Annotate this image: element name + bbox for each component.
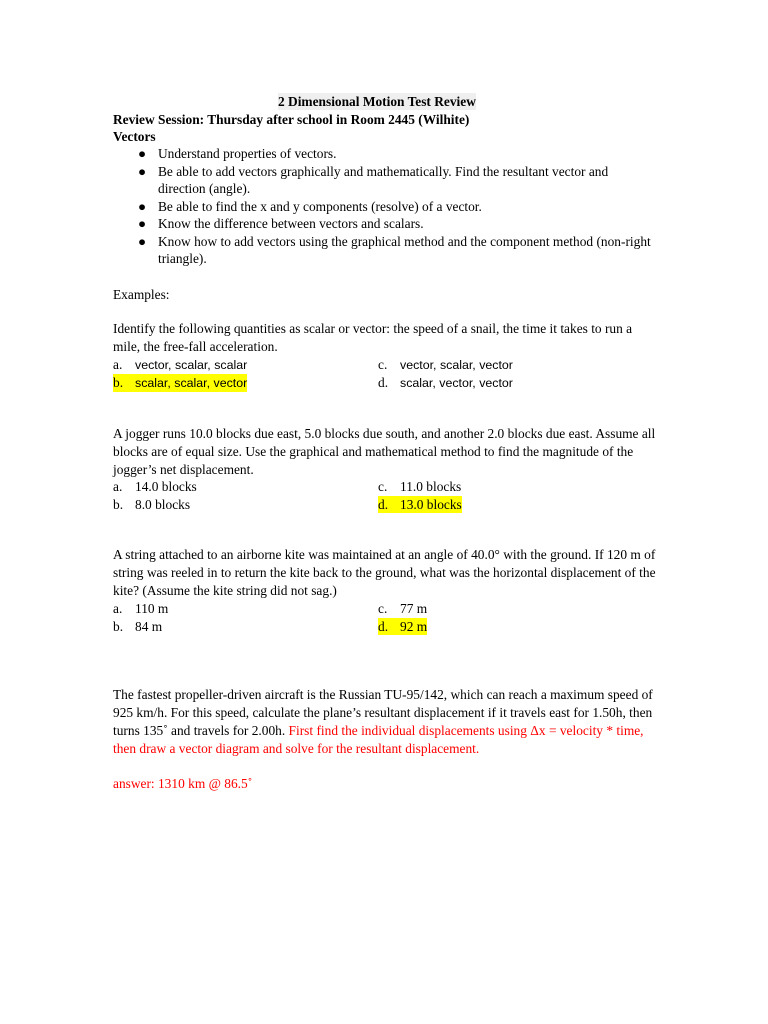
- bullet-icon: ●: [138, 163, 147, 179]
- question-2-text: A jogger runs 10.0 blocks due east, 5.0 blocks due south, and another 2.0 blocks due east. Assume all blocks are of equal size. Use the graphical and mathematical method to find the magnitude of the jogger’s net displacement.: [113, 426, 656, 477]
- objectives-list: [138, 145, 658, 268]
- section-heading: Vectors: [113, 129, 156, 144]
- question-4-hint: First find the individual displacements using Δx = velocity * time, then draw a vector diagram and solve for the resultant displacement.: [113, 723, 644, 756]
- question-1-choice-a: a. vector, scalar, scalar: [113, 357, 248, 372]
- question-3-text: A string attached to an airborne kite was maintained at an angle of 40.0° with the ground. If 120 m of string was reeled in to return the kite back to the ground, what was the horizontal displacement of the kite? (Assume the kite string did not sag.): [113, 547, 656, 598]
- document-title: 2 Dimensional Motion Test Review: [278, 94, 476, 109]
- question-2-choice-a: a. 14.0 blocks: [113, 479, 197, 494]
- list-item: ● Understand properties of vectors.: [138, 146, 337, 161]
- list-item: ● Be able to add vectors graphically and mathematically. Find the resultant vector and direction (angle).: [138, 163, 609, 196]
- question-1-choice-d: d. scalar, vector, vector: [378, 375, 513, 390]
- question-1-text: Identify the following quantities as scalar or vector: the speed of a snail, the time it takes to run a mile, the free-fall acceleration.: [113, 321, 633, 354]
- question-3-choice-b: b. 84 m: [113, 619, 163, 634]
- examples-label: Examples:: [113, 287, 170, 302]
- question-1-choice-c: c. vector, scalar, vector: [378, 357, 513, 372]
- question-4-answer: answer: 1310 km @ 86.5˚: [113, 776, 253, 791]
- list-item: ● Know the difference between vectors and scalars.: [138, 216, 424, 231]
- list-item: ● Be able to find the x and y components (resolve) of a vector.: [138, 198, 482, 214]
- bullet-icon: ●: [138, 198, 147, 214]
- question-3-choice-d: d. 92 m: [378, 619, 428, 634]
- question-2-choice-d: d. 13.0 blocks: [378, 497, 462, 512]
- bullet-icon: ●: [138, 233, 147, 249]
- review-session-line: Review Session: Thursday after school in Room 2445 (Wilhite): [113, 112, 470, 127]
- list-item: ● Know how to add vectors using the graphical method and the component method (non-right triangle).: [138, 233, 651, 266]
- question-3-choice-a: a. 110 m: [113, 601, 169, 616]
- bullet-icon: ●: [138, 146, 147, 161]
- question-4-text: The fastest propeller-driven aircraft is the Russian TU-95/142, which can reach a maximum speed of 925 km/h. For this speed, calculate the plane’s resultant displacement if it travels east for 1.50h, then turns 135˚ and travels for 2.00h. First find the individual displacements using Δx = velocity * time, then draw a vector diagram and solve for the resultant displacement.: [113, 687, 653, 756]
- question-2-choice-c: c. 11.0 blocks: [378, 479, 462, 494]
- bullet-icon: ●: [138, 216, 147, 231]
- question-1-choice-b: b. scalar, scalar, vector: [113, 375, 248, 390]
- question-3-choice-c: c. 77 m: [378, 601, 428, 616]
- question-2-choice-b: b. 8.0 blocks: [113, 497, 191, 512]
